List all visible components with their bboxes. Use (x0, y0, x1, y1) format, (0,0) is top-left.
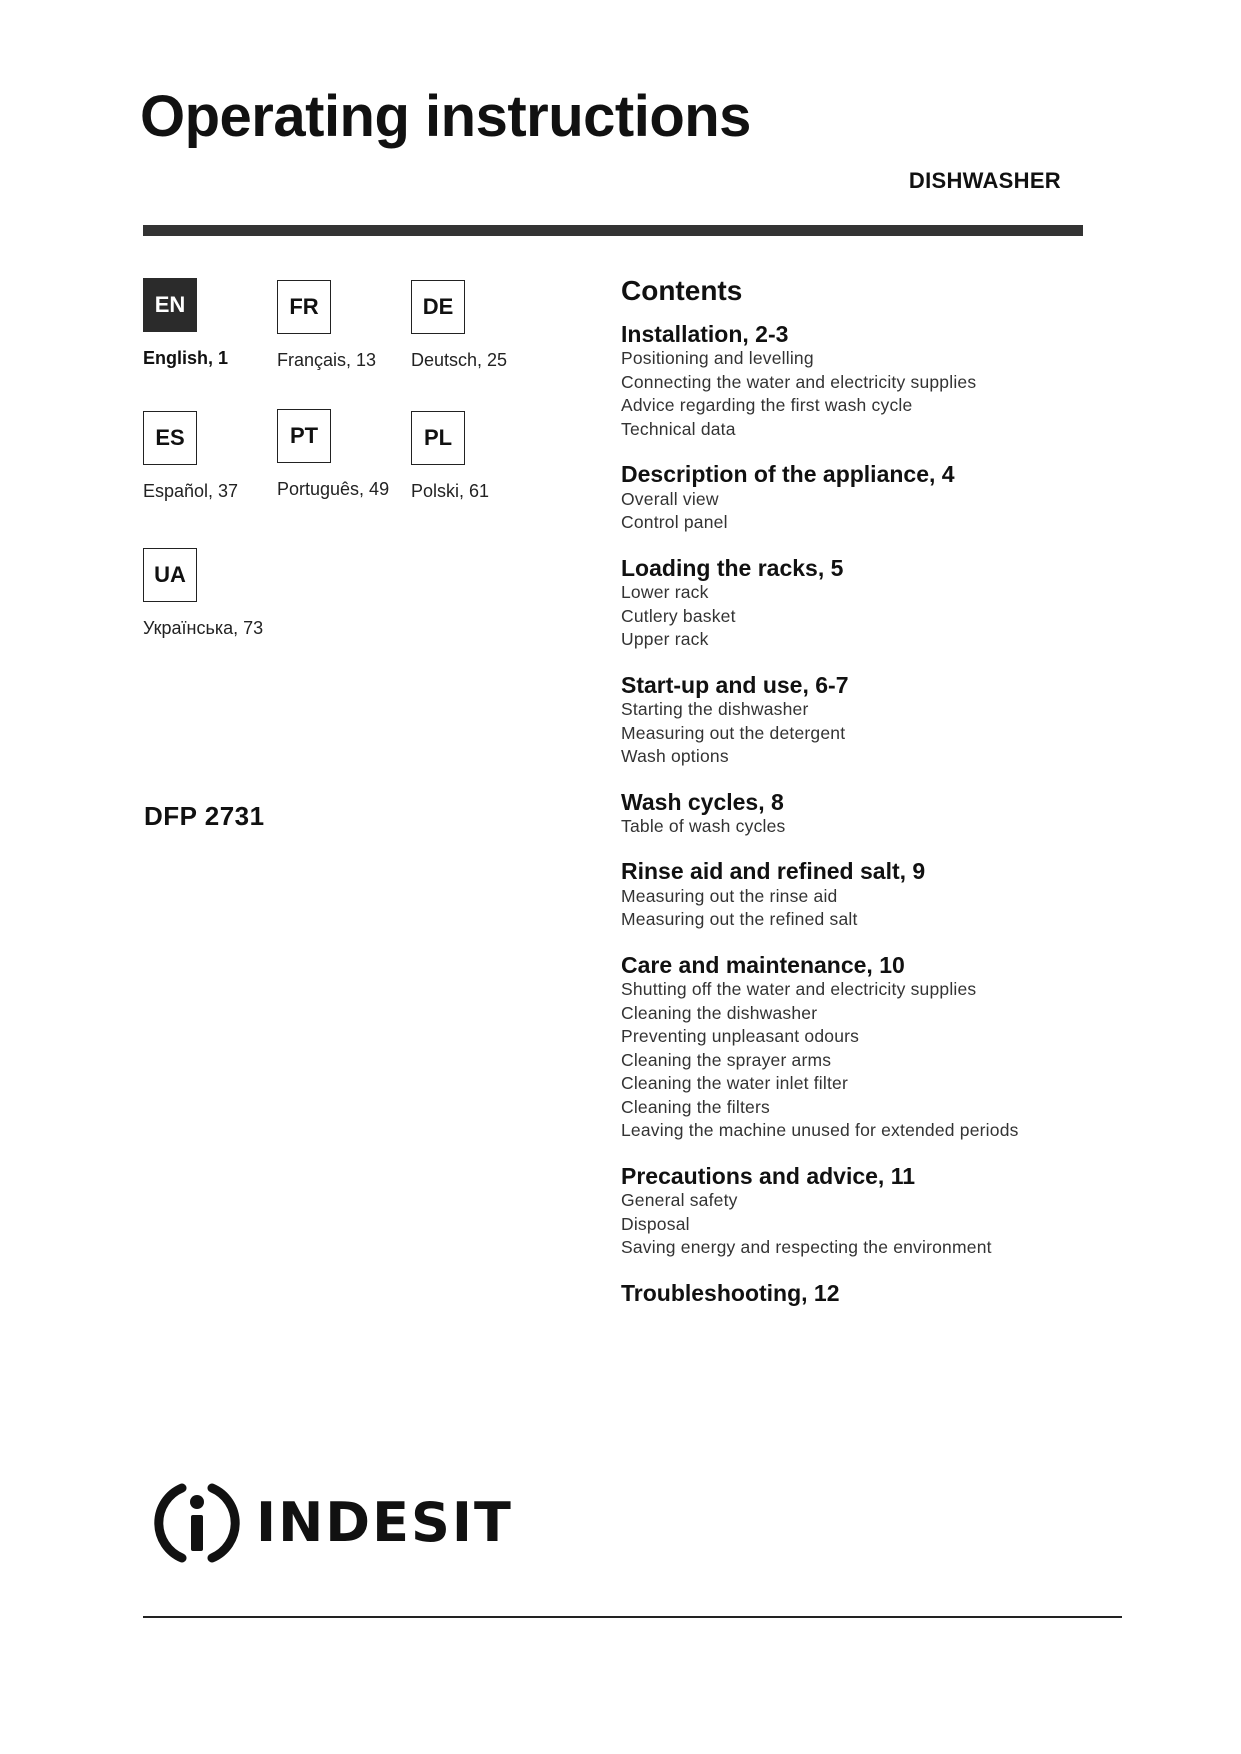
toc-item[interactable]: Positioning and levelling (621, 348, 814, 369)
language-code-box[interactable]: PL (411, 411, 465, 465)
toc-section-title[interactable]: Precautions and advice, 11 (621, 1162, 916, 1189)
language-code-box[interactable]: DE (411, 280, 465, 334)
toc-item[interactable]: Shutting off the water and electricity supplies (621, 979, 977, 1000)
toc-item-list (621, 1189, 1141, 1260)
brand-name: INDESIT (256, 1491, 513, 1554)
toc-item[interactable]: Connecting the water and electricity supplies (621, 371, 977, 392)
toc-item[interactable]: Overall view (621, 488, 719, 509)
language-label: Français, 13 (277, 350, 377, 370)
toc-section-title[interactable]: Loading the racks, 5 (621, 554, 844, 581)
language-label: English, 1 (143, 348, 229, 368)
toc-item[interactable]: Cleaning the sprayer arms (621, 1049, 832, 1070)
toc-section (621, 321, 1141, 441)
language-code-box[interactable]: FR (277, 280, 331, 334)
toc-section (621, 952, 1141, 1143)
toc-section-title[interactable]: Installation, 2-3 (621, 320, 789, 347)
toc-section (621, 1280, 1141, 1306)
toc-item[interactable]: Starting the dishwasher (621, 699, 809, 720)
toc-item[interactable]: Wash options (621, 746, 729, 767)
toc-item-list (621, 978, 1141, 1143)
language-en[interactable] (143, 278, 293, 369)
page-title: Operating instructions (140, 84, 751, 149)
language-code-box[interactable]: ES (143, 411, 197, 465)
toc-section-title[interactable]: Wash cycles, 8 (621, 788, 784, 815)
toc-item[interactable]: Measuring out the refined salt (621, 909, 858, 930)
toc-section-title[interactable]: Description of the appliance, 4 (621, 461, 955, 488)
language-code-box[interactable]: UA (143, 548, 197, 602)
toc-item[interactable]: Cleaning the filters (621, 1096, 770, 1117)
toc-section-title[interactable]: Start-up and use, 6-7 (621, 671, 849, 698)
toc-item[interactable]: Upper rack (621, 629, 709, 650)
toc-section-title[interactable]: Rinse aid and refined salt, 9 (621, 858, 926, 885)
brand-logo (152, 1478, 513, 1568)
toc-section-title[interactable]: Troubleshooting, 12 (621, 1279, 840, 1306)
toc-item-list (621, 347, 1141, 441)
toc-item-list (621, 488, 1141, 535)
toc-item[interactable]: General safety (621, 1190, 738, 1211)
top-divider (143, 225, 1083, 236)
language-pt[interactable] (277, 409, 427, 500)
language-fr[interactable] (277, 280, 427, 371)
toc-item[interactable]: Measuring out the rinse aid (621, 885, 838, 906)
toc-item[interactable]: Table of wash cycles (621, 815, 786, 836)
contents-heading: Contents (621, 275, 743, 306)
toc-item-list (621, 815, 1141, 839)
product-type: DISHWASHER (908, 168, 1061, 193)
toc-item[interactable]: Measuring out the detergent (621, 722, 846, 743)
indesit-logo-icon (152, 1478, 242, 1568)
toc-item[interactable]: Lower rack (621, 582, 709, 603)
language-label: Español, 37 (143, 481, 239, 501)
language-label: Polski, 61 (411, 481, 490, 501)
toc-item-list (621, 581, 1141, 652)
toc-section (621, 461, 1141, 534)
toc-item[interactable]: Advice regarding the first wash cycle (621, 395, 913, 416)
toc-item[interactable]: Disposal (621, 1213, 690, 1234)
toc-section (621, 555, 1141, 652)
toc-item[interactable]: Cutlery basket (621, 605, 736, 626)
language-label: Deutsch, 25 (411, 350, 508, 370)
toc-item[interactable]: Saving energy and respecting the environment (621, 1237, 992, 1258)
language-label: Português, 49 (277, 479, 390, 499)
language-code-box[interactable]: EN (143, 278, 197, 332)
bottom-divider (143, 1616, 1122, 1618)
toc-item[interactable]: Control panel (621, 512, 728, 533)
toc-item[interactable]: Leaving the machine unused for extended periods (621, 1120, 1019, 1141)
language-label: Українська, 73 (143, 618, 264, 638)
toc-item[interactable]: Preventing unpleasant odours (621, 1026, 860, 1047)
toc-section (621, 1163, 1141, 1260)
language-de[interactable] (411, 280, 561, 371)
language-code-box[interactable]: PT (277, 409, 331, 463)
toc-section (621, 858, 1141, 931)
toc-item[interactable]: Cleaning the water inlet filter (621, 1073, 849, 1094)
language-ua[interactable] (143, 548, 293, 639)
toc-item[interactable]: Cleaning the dishwasher (621, 1002, 818, 1023)
language-es[interactable] (143, 411, 293, 502)
toc-section (621, 789, 1141, 839)
toc-item-list (621, 885, 1141, 932)
table-of-contents (621, 276, 1141, 1326)
language-pl[interactable] (411, 411, 561, 502)
toc-item-list (621, 698, 1141, 769)
toc-section-title[interactable]: Care and maintenance, 10 (621, 951, 905, 978)
toc-section (621, 672, 1141, 769)
toc-item[interactable]: Technical data (621, 418, 736, 439)
model-number: DFP 2731 (144, 801, 265, 831)
